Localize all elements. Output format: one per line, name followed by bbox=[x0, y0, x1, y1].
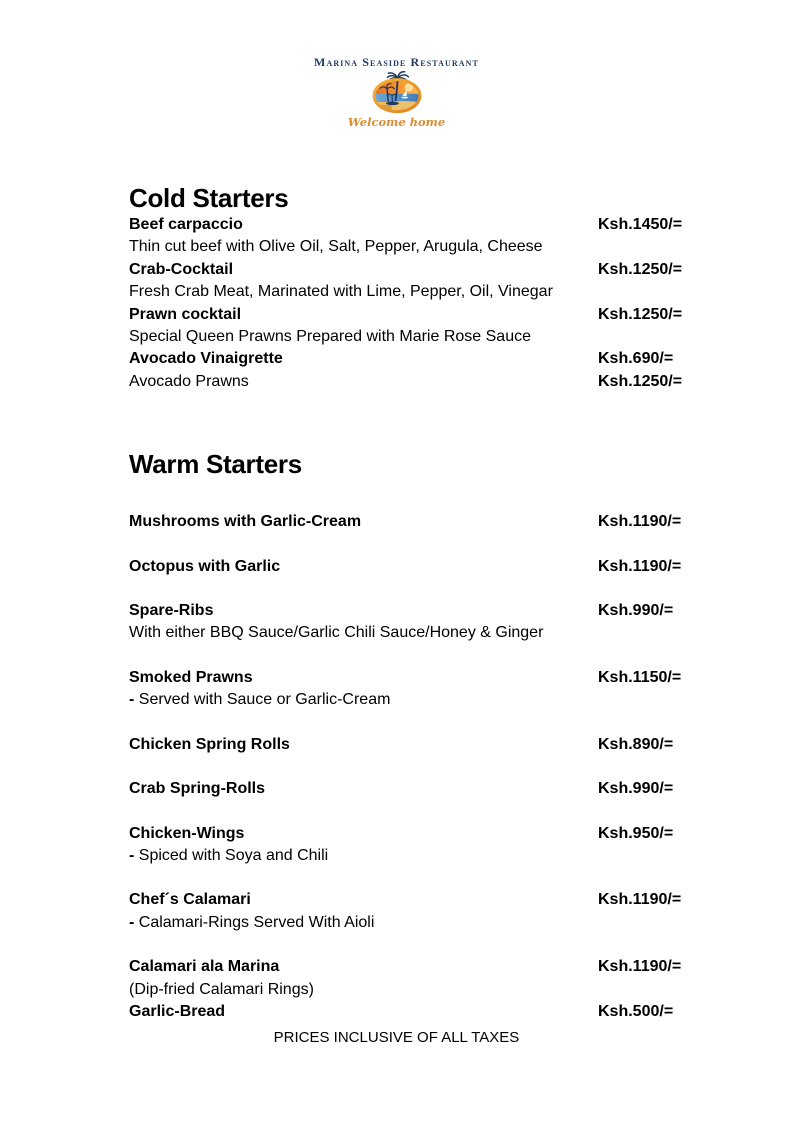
item-price: Ksh.1250/= bbox=[598, 260, 683, 278]
item-name: Avocado Prawns bbox=[129, 372, 249, 390]
item-name: Crab Spring-Rolls bbox=[129, 780, 266, 798]
item-row bbox=[129, 259, 681, 281]
item-name: Avocado Vinaigrette bbox=[129, 350, 283, 368]
item-price: Ksh.990/= bbox=[598, 602, 674, 620]
restaurant-name: Marina Seaside Restaurant bbox=[314, 55, 479, 69]
menu-item bbox=[129, 214, 681, 259]
item-description: - Spiced with Soya and Chili bbox=[129, 846, 329, 864]
item-row bbox=[129, 956, 681, 978]
item-description: Special Queen Prawns Prepared with Marie Rose Sauce bbox=[129, 328, 531, 346]
item-row bbox=[129, 371, 681, 393]
item-price: Ksh.1150/= bbox=[598, 668, 682, 686]
menu-item bbox=[129, 259, 681, 304]
item-row bbox=[129, 889, 681, 911]
menu bbox=[129, 184, 681, 1023]
menu-item bbox=[129, 371, 681, 393]
item-description: - Served with Sauce or Garlic-Cream bbox=[129, 691, 391, 709]
item-price: Ksh.1190/= bbox=[598, 958, 682, 976]
section-title: Warm Starters bbox=[129, 449, 302, 480]
item-price: Ksh.1450/= bbox=[598, 216, 683, 233]
section-items bbox=[129, 511, 681, 1023]
item-name: Calamari ala Marina bbox=[129, 958, 280, 976]
menu-item bbox=[129, 778, 681, 800]
item-description: - Calamari-Rings Served With Aioli bbox=[129, 913, 375, 931]
item-name: Garlic-Bread bbox=[129, 1002, 226, 1020]
palm-beach-logo-icon bbox=[0, 70, 793, 114]
item-row bbox=[129, 823, 681, 845]
footer-note: PRICES INCLUSIVE OF ALL TAXES bbox=[273, 1029, 520, 1047]
menu-item bbox=[129, 304, 681, 349]
item-price: Ksh.500/= bbox=[598, 1002, 674, 1020]
menu-item bbox=[129, 956, 681, 1001]
item-price: Ksh.990/= bbox=[598, 780, 674, 798]
item-price: Ksh.890/= bbox=[598, 735, 674, 753]
tagline: Welcome home bbox=[347, 115, 446, 129]
item-name: Chef´s Calamari bbox=[129, 891, 251, 909]
menu-item bbox=[129, 734, 681, 756]
menu-item bbox=[129, 600, 681, 645]
item-description: Thin cut beef with Olive Oil, Salt, Pepper, Arugula, Cheese bbox=[129, 238, 543, 256]
item-row bbox=[129, 348, 681, 370]
menu-item bbox=[129, 889, 681, 934]
item-description: With either BBQ Sauce/Garlic Chili Sauce/Honey & Ginger bbox=[129, 624, 544, 642]
item-row bbox=[129, 600, 681, 622]
item-name: Chicken Spring Rolls bbox=[129, 735, 290, 753]
item-row bbox=[129, 667, 681, 689]
menu-item bbox=[129, 348, 681, 370]
menu-item bbox=[129, 556, 681, 578]
menu-item bbox=[129, 511, 681, 533]
item-description: Fresh Crab Meat, Marinated with Lime, Pepper, Oil, Vinegar bbox=[129, 283, 553, 301]
item-price: Ksh.690/= bbox=[598, 350, 674, 368]
section-title: Cold Starters bbox=[129, 183, 289, 213]
item-row bbox=[129, 511, 681, 533]
item-name: Spare-Ribs bbox=[129, 602, 214, 620]
item-description: (Dip-fried Calamari Rings) bbox=[129, 980, 314, 998]
item-price: Ksh.1190/= bbox=[598, 557, 682, 575]
menu-section bbox=[129, 184, 681, 393]
menu-item bbox=[129, 1001, 681, 1023]
item-price: Ksh.1250/= bbox=[598, 372, 683, 390]
item-name: Beef carpaccio bbox=[129, 216, 243, 233]
item-row bbox=[129, 304, 681, 326]
item-price: Ksh.1190/= bbox=[598, 891, 682, 909]
menu-item bbox=[129, 667, 681, 712]
item-row bbox=[129, 778, 681, 800]
menu-section bbox=[129, 450, 681, 1023]
restaurant-logo bbox=[0, 70, 793, 114]
item-name: Smoked Prawns bbox=[129, 668, 253, 686]
header bbox=[0, 0, 793, 129]
item-row bbox=[129, 556, 681, 578]
item-row bbox=[129, 734, 681, 756]
item-price: Ksh.1250/= bbox=[598, 305, 683, 323]
menu-item bbox=[129, 823, 681, 868]
item-name: Chicken-Wings bbox=[129, 824, 245, 842]
item-name: Prawn cocktail bbox=[129, 305, 242, 323]
item-row bbox=[129, 214, 681, 236]
item-name: Octopus with Garlic bbox=[129, 557, 281, 575]
section-items bbox=[129, 214, 681, 393]
item-row bbox=[129, 1001, 681, 1023]
item-name: Crab-Cocktail bbox=[129, 260, 234, 278]
item-price: Ksh.950/= bbox=[598, 824, 674, 842]
item-price: Ksh.1190/= bbox=[598, 513, 682, 531]
item-name: Mushrooms with Garlic-Cream bbox=[129, 513, 362, 531]
